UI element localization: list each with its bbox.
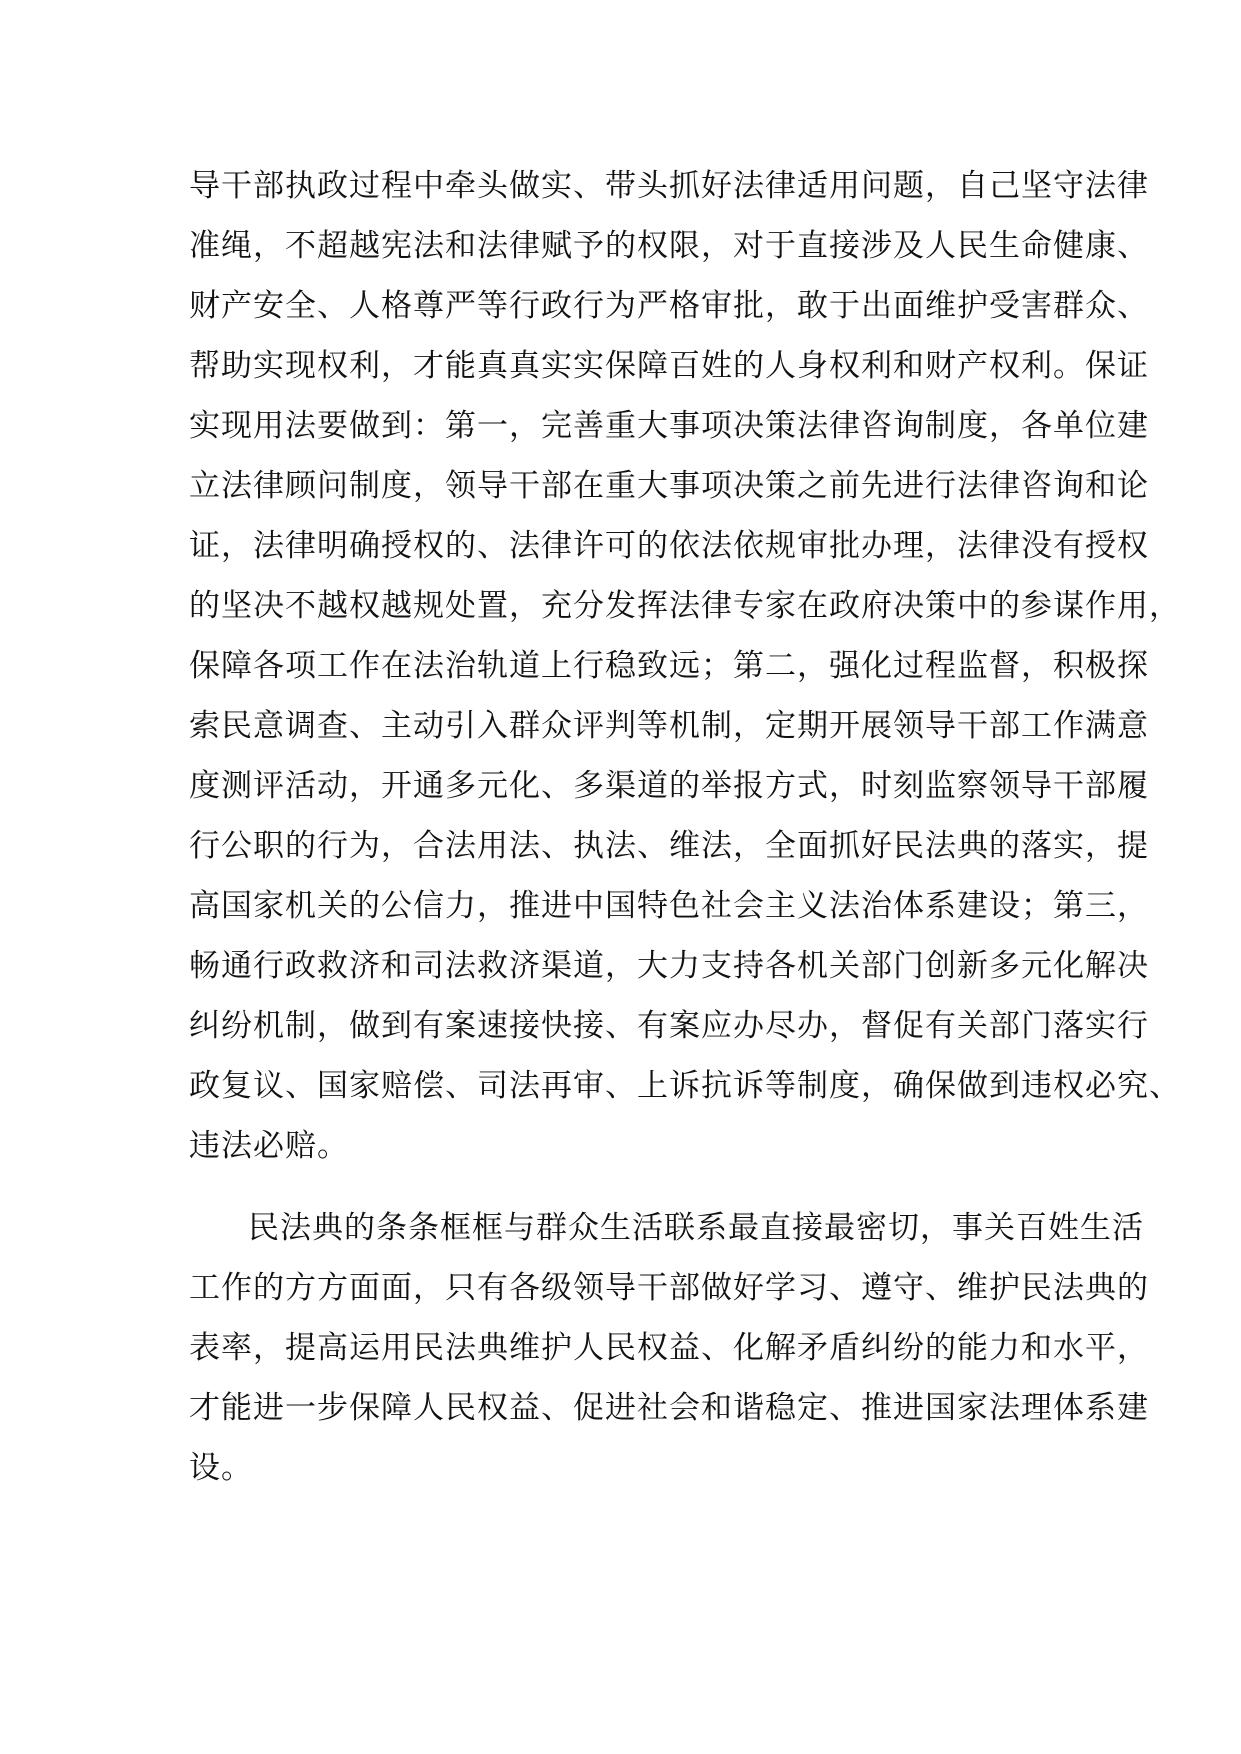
text-line: 立法律顾问制度，领导干部在重大事项决策之前先进行法律咨询和论 <box>189 468 1149 504</box>
paragraph-1 <box>189 156 1181 1176</box>
text-line: 民法典的条条框框与群众生活联系最直接最密切，事关百姓生活 <box>248 1210 1144 1246</box>
text-line: 保障各项工作在法治轨道上行稳致远；第二，强化过程监督，积极探 <box>189 648 1149 684</box>
paragraph-2 <box>189 1198 1149 1498</box>
text-line: 度测评活动，开通多元化、多渠道的举报方式，时刻监察领导干部履 <box>189 768 1149 804</box>
text-line: 索民意调查、主动引入群众评判等机制，定期开展领导干部工作满意 <box>189 708 1149 744</box>
text-line: 实现用法要做到：第一，完善重大事项决策法律咨询制度，各单位建 <box>189 408 1149 444</box>
text-line: 准绳，不超越宪法和法律赋予的权限，对于直接涉及人民生命健康、 <box>189 228 1149 264</box>
text-line: 帮助实现权利，才能真真实实保障百姓的人身权利和财产权利。保证 <box>189 348 1149 384</box>
body-text <box>189 156 1181 1498</box>
text-line: 设。 <box>189 1450 253 1486</box>
paragraph-gap <box>189 1176 1069 1198</box>
text-line: 纠纷机制，做到有案速接快接、有案应办尽办，督促有关部门落实行 <box>189 1008 1149 1044</box>
text-line: 才能进一步保障人民权益、促进社会和谐稳定、推进国家法理体系建 <box>189 1390 1149 1426</box>
text-line: 证，法律明确授权的、法律许可的依法依规审批办理，法律没有授权 <box>189 528 1149 564</box>
text-line: 高国家机关的公信力，推进中国特色社会主义法治体系建设；第三， <box>189 888 1149 924</box>
text-line: 导干部执政过程中牵头做实、带头抓好法律适用问题，自己坚守法律 <box>189 168 1149 204</box>
text-line: 政复议、国家赔偿、司法再审、上诉抗诉等制度，确保做到违权必究、 <box>189 1068 1181 1104</box>
text-line: 财产安全、人格尊严等行政行为严格审批，敢于出面维护受害群众、 <box>189 288 1149 324</box>
text-line: 违法必赔。 <box>189 1128 349 1164</box>
text-line: 的坚决不越权越规处置，充分发挥法律专家在政府决策中的参谋作用， <box>189 588 1181 624</box>
text-line: 工作的方方面面，只有各级领导干部做好学习、遵守、维护民法典的 <box>189 1270 1149 1306</box>
text-line: 表率，提高运用民法典维护人民权益、化解矛盾纠纷的能力和水平， <box>189 1330 1149 1366</box>
text-line: 行公职的行为，合法用法、执法、维法，全面抓好民法典的落实，提 <box>189 828 1149 864</box>
text-line: 畅通行政救济和司法救济渠道，大力支持各机关部门创新多元化解决 <box>189 948 1149 984</box>
